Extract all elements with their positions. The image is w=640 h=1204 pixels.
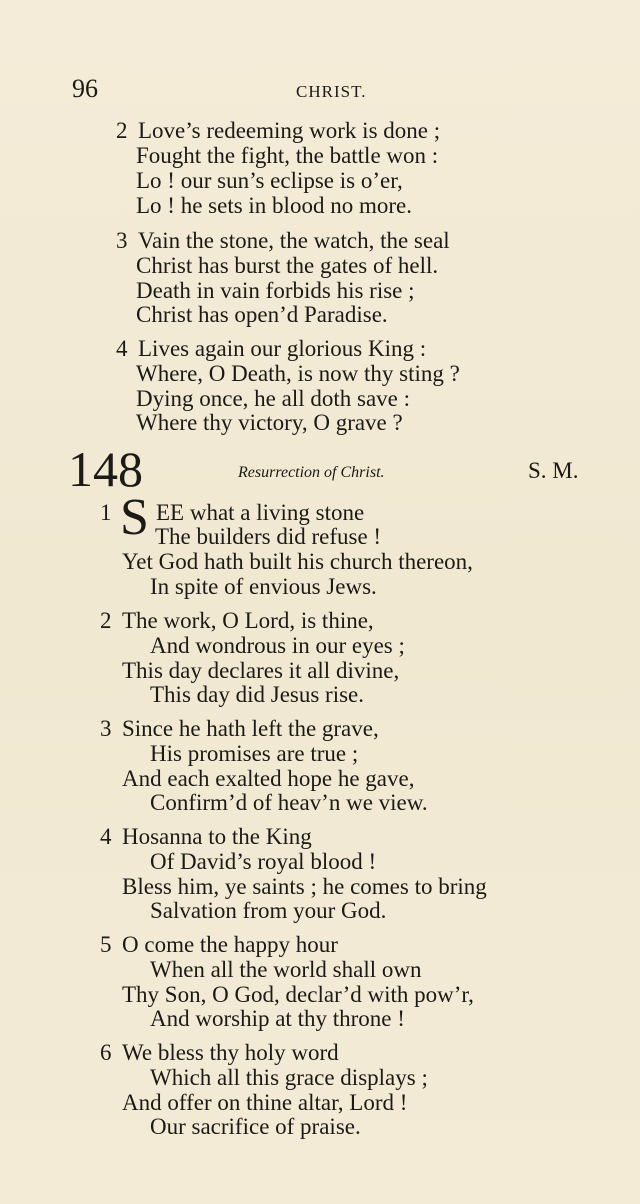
verse-line: And each exalted hope he gave, bbox=[122, 766, 415, 791]
stanza-number: 3 bbox=[100, 716, 112, 741]
verse-line: EE what a living stone bbox=[156, 500, 365, 525]
verse-line: Lives again our glorious King : bbox=[138, 336, 427, 361]
hymn-title: Resurrection of Christ. bbox=[238, 464, 385, 481]
page-number: 96 bbox=[72, 74, 98, 103]
running-head: CHRIST. bbox=[296, 82, 367, 101]
stanza-number: 4 bbox=[116, 336, 128, 361]
verse-line: Which all this grace displays ; bbox=[150, 1065, 428, 1090]
verse-line: The builders did refuse ! bbox=[155, 524, 382, 549]
stanza-number: 5 bbox=[100, 932, 112, 957]
verse-line: Christ has open’d Paradise. bbox=[136, 302, 388, 327]
verse-line: We bless thy holy word bbox=[122, 1040, 339, 1065]
verse-line: This day declares it all divine, bbox=[122, 658, 400, 683]
verse-line: Bless him, ye saints ; he comes to bring bbox=[122, 874, 487, 899]
verse-line: Salvation from your God. bbox=[150, 898, 387, 923]
hymn-number: 148 bbox=[68, 441, 143, 497]
stanza-number: 6 bbox=[100, 1040, 112, 1065]
verse-line: Yet God hath built his church thereon, bbox=[122, 549, 473, 574]
stanza-number: 2 bbox=[100, 608, 112, 633]
verse-line: Where thy victory, O grave ? bbox=[136, 410, 403, 435]
verse-line: Lo ! our sun’s eclipse is o’er, bbox=[136, 168, 403, 193]
drop-cap: S bbox=[120, 489, 149, 546]
verse-line: This day did Jesus rise. bbox=[150, 682, 365, 707]
verse-line: Where, O Death, is now thy sting ? bbox=[136, 361, 460, 386]
verse-line: And worship at thy throne ! bbox=[150, 1006, 405, 1031]
stanza-number: 3 bbox=[116, 228, 128, 253]
verse-line: Fought the fight, the battle won : bbox=[136, 143, 439, 168]
verse-line: Death in vain forbids his rise ; bbox=[136, 278, 415, 303]
verse-line: Vain the stone, the watch, the seal bbox=[138, 228, 450, 253]
stanza-number: 1 bbox=[100, 500, 112, 525]
verse-line: Thy Son, O God, declar’d with pow’r, bbox=[122, 982, 474, 1007]
verse-line: Our sacrifice of praise. bbox=[150, 1114, 361, 1139]
verse-line: And wondrous in our eyes ; bbox=[150, 633, 405, 658]
stanza-number: 4 bbox=[100, 824, 112, 849]
verse-line: Since he hath left the grave, bbox=[122, 716, 379, 741]
hymn-meter: S. M. bbox=[528, 458, 579, 483]
verse-line: O come the happy hour bbox=[122, 932, 338, 957]
verse-line: Love’s redeeming work is done ; bbox=[138, 118, 441, 143]
verse-line: Of David’s royal blood ! bbox=[150, 849, 377, 874]
page-header bbox=[72, 74, 592, 106]
verse-line: Dying once, he all doth save : bbox=[136, 386, 411, 411]
verse-line: Confirm’d of heav’n we view. bbox=[150, 790, 428, 815]
verse-line: His promises are true ; bbox=[150, 741, 359, 766]
verse-line: Hosanna to the King bbox=[122, 824, 312, 849]
verse-line: When all the world shall own bbox=[150, 957, 422, 982]
verse-line: The work, O Lord, is thine, bbox=[122, 608, 374, 633]
verse-line: In spite of envious Jews. bbox=[150, 574, 377, 599]
verse-line: Christ has burst the gates of hell. bbox=[136, 253, 439, 278]
stanza-number: 2 bbox=[116, 118, 128, 143]
verse-line: And offer on thine altar, Lord ! bbox=[122, 1090, 408, 1115]
verse-line: Lo ! he sets in blood no more. bbox=[136, 193, 412, 218]
